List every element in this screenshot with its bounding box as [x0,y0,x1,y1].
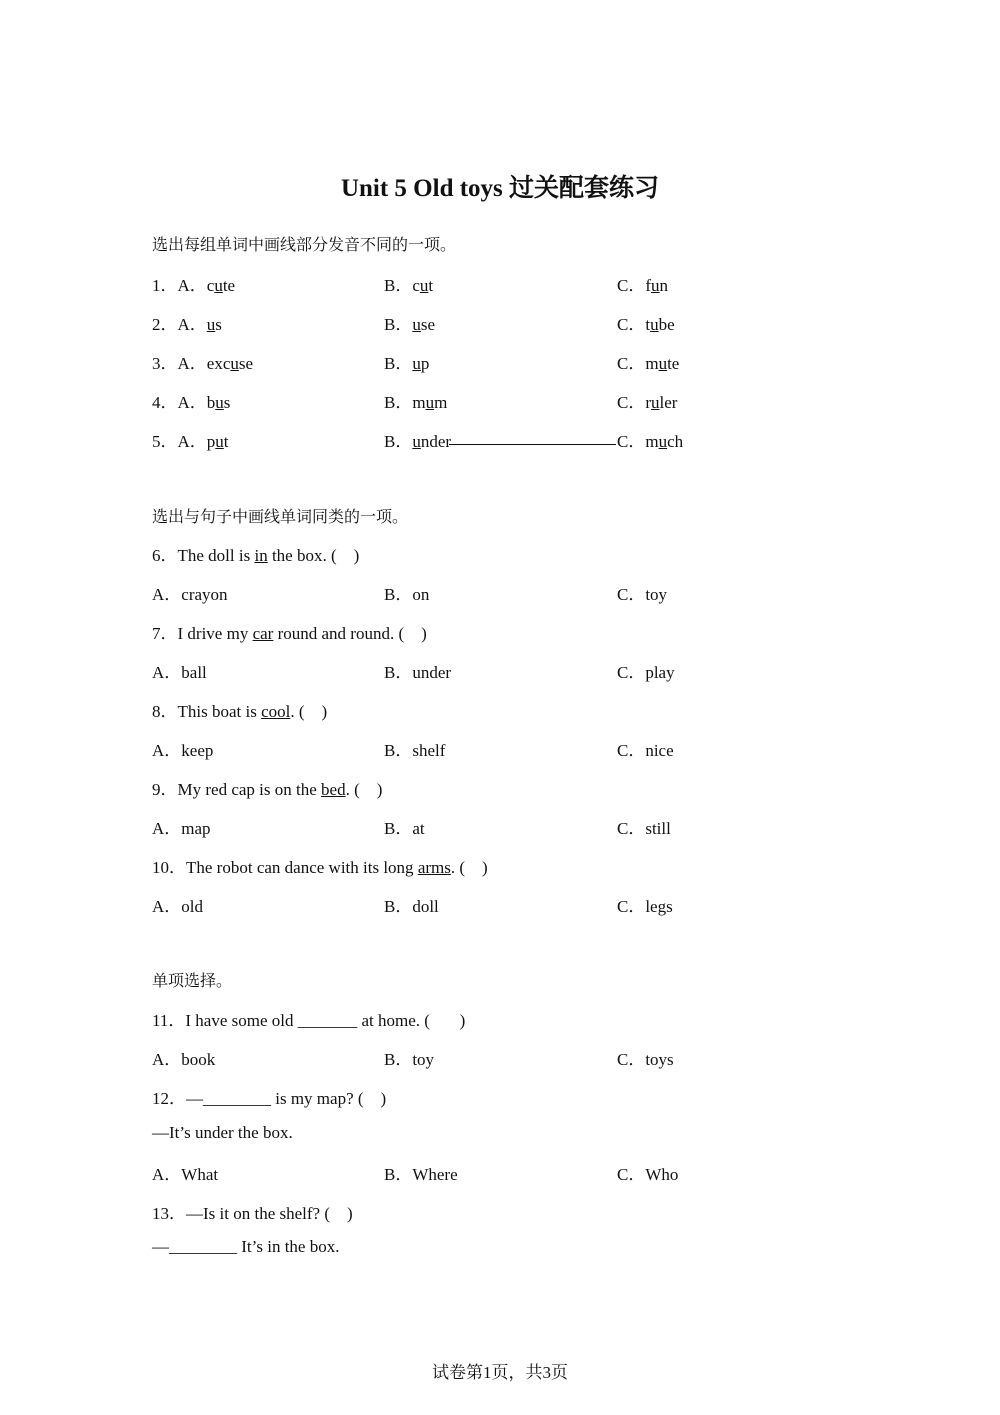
q9-option-b: B．at [384,819,425,838]
q10-option-b: B．doll [384,897,439,916]
answer-blank-line [449,444,616,445]
option-c: C．fun [617,276,669,295]
q6-option-c: C．toy [617,585,668,604]
option-a: 3．A．excuse [152,354,254,373]
q11-option-a: A．book [152,1050,216,1069]
option-c: C．mute [617,354,680,373]
q6-option-a: A．crayon [152,585,228,604]
page-title: Unit 5 Old toys 过关配套练习 [340,175,660,202]
question-10-stem: 10．The robot can dance with its long arms. ( ) [152,858,488,877]
q8-option-a: A．keep [152,741,214,760]
option-b: B．up [384,354,430,373]
option-a: 4．A．bus [152,393,231,412]
option-a: 1．A．cute [152,276,236,295]
question-9-stem: 9．My red cap is on the bed. ( ) [152,780,383,799]
question-8-stem: 8．This boat is cool. ( ) [152,702,328,721]
option-a: 2．A．us [152,315,222,334]
section-heading-pronunciation: 选出每组单词中画线部分发音不同的一项。 [152,235,457,254]
q9-option-a: A．map [152,819,211,838]
q11-option-c: C．toys [617,1050,674,1069]
q12-option-b: B．Where [384,1165,458,1184]
question-11-stem: 11．I have some old _______ at home. ( ) [152,1011,466,1030]
q8-option-b: B．shelf [384,741,446,760]
section-heading-single-choice: 单项选择。 [152,971,233,990]
option-b: B．under [384,432,452,451]
q12-option-c: C．Who [617,1165,679,1184]
q10-option-a: A．old [152,897,203,916]
option-b: B．cut [384,276,434,295]
q7-option-a: A．ball [152,663,207,682]
q9-option-c: C．still [617,819,671,838]
option-b: B．use [384,315,436,334]
question-13-stem: 13．—Is it on the shelf? ( ) [152,1204,353,1223]
q6-option-b: B．on [384,585,430,604]
option-a: 5．A．put [152,432,229,451]
section-heading-category: 选出与句子中画线单词同类的一项。 [152,507,409,526]
option-c: C．much [617,432,684,451]
question-12-stem: 12．—________ is my map? ( ) [152,1089,387,1108]
option-b: B．mum [384,393,448,412]
q7-option-c: C．play [617,663,675,682]
question-12-reply: —It’s under the box. [152,1123,293,1142]
q10-option-c: C．legs [617,897,673,916]
q7-option-b: B．under [384,663,452,682]
q12-option-a: A．What [152,1165,219,1184]
q11-option-b: B．toy [384,1050,435,1069]
option-c: C．ruler [617,393,678,412]
q8-option-c: C．nice [617,741,674,760]
question-6-stem: 6．The doll is in the box. ( ) [152,546,360,565]
question-7-stem: 7．I drive my car round and round. ( ) [152,624,427,643]
question-13-reply: —________ It’s in the box. [152,1237,340,1256]
option-c: C．tube [617,315,675,334]
page-footer: 试卷第1页，共3页 [432,1363,568,1382]
